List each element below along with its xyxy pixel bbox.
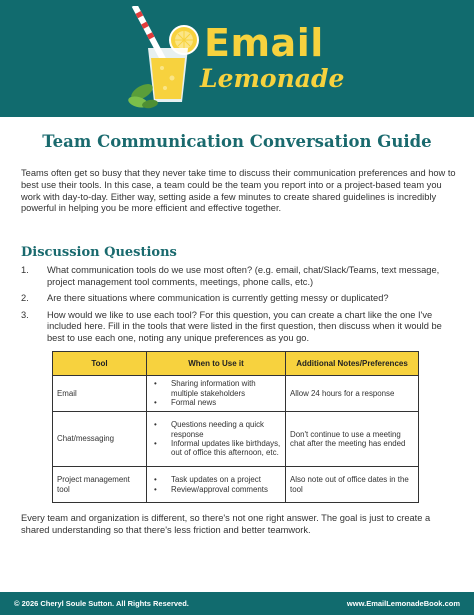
page-title: Team Communication Conversation Guide [42, 132, 432, 151]
question-item [21, 293, 457, 305]
question-number: 3. [21, 309, 29, 320]
lemonade-glass-icon [118, 6, 208, 112]
when-bullet: • Review/approval comments [151, 485, 281, 494]
discussion-heading: Discussion Questions [21, 245, 177, 260]
question-text: Are there situations where communication is currently getting messy or duplicated? [47, 293, 389, 304]
question-text: What communication tools do we use most often? (e.g. email, chat/Slack/Teams, text message, project management tool comments, meetings, phone calls, etc.) [47, 265, 440, 287]
table-row [53, 412, 419, 467]
cell-when [147, 412, 286, 467]
table-row [53, 376, 419, 412]
footer-bar [0, 592, 474, 615]
communication-tools-table [52, 351, 419, 503]
cell-tool: Project management tool [53, 467, 147, 503]
logo-wordmark-lemonade: Lemonade [200, 64, 345, 93]
when-bullet: • Formal news [151, 398, 281, 407]
question-item [21, 310, 457, 345]
question-item [21, 265, 457, 288]
logo-wordmark-email: Email [204, 21, 324, 65]
question-list [21, 265, 457, 350]
table-header-row [53, 352, 419, 376]
cell-notes: Allow 24 hours for a response [286, 376, 419, 412]
intro-paragraph: Teams often get so busy that they never take time to discuss their communication preferences and how to best use their tools. In this case, a team could be the team you report into or a project-based team you work with day-to-day. Either way, setting aside a few minutes to create shared guidelines is incredibly powerful in helping you be more efficient and effective together. [21, 168, 456, 214]
when-bullet: • Informal updates like birthdays, out of office this afternoon, etc. [151, 439, 281, 458]
cell-when [147, 376, 286, 412]
cell-notes: Don't continue to use a meeting chat after the meeting has ended [286, 412, 419, 467]
table-row [53, 467, 419, 503]
question-number: 1. [21, 265, 29, 275]
when-bullet: • Questions needing a quick response [151, 420, 281, 439]
when-bullet: • Sharing information with multiple stakeholders [151, 379, 281, 398]
column-header-tool: Tool [53, 352, 147, 376]
cell-tool: Email [53, 376, 147, 412]
copyright-text: © 2026 Cheryl Soule Sutton. All Rights Reserved. [14, 599, 189, 608]
cell-tool: Chat/messaging [53, 412, 147, 467]
cell-when [147, 467, 286, 503]
closing-paragraph: Every team and organization is different, so there's not one right answer. The goal is just to create a shared understanding so that there's less friction and better teamwork. [21, 513, 431, 535]
header-banner [0, 0, 474, 117]
question-number: 2. [21, 293, 29, 304]
when-bullet: • Task updates on a project [151, 475, 281, 484]
website-link[interactable]: www.EmailLemonadeBook.com [346, 599, 460, 608]
column-header-notes: Additional Notes/Preferences [286, 352, 419, 376]
column-header-when: When to Use it [147, 352, 286, 376]
question-text: How would we like to use each tool? For this question, you can create a chart like the one I've included here. Fill in the tools that were listed in the first question, then discuss when it would be best to use each one, noting any unique preferences as you go. [47, 309, 442, 343]
brand-logo [118, 6, 358, 112]
cell-notes: Also note out of office dates in the tool [286, 467, 419, 503]
